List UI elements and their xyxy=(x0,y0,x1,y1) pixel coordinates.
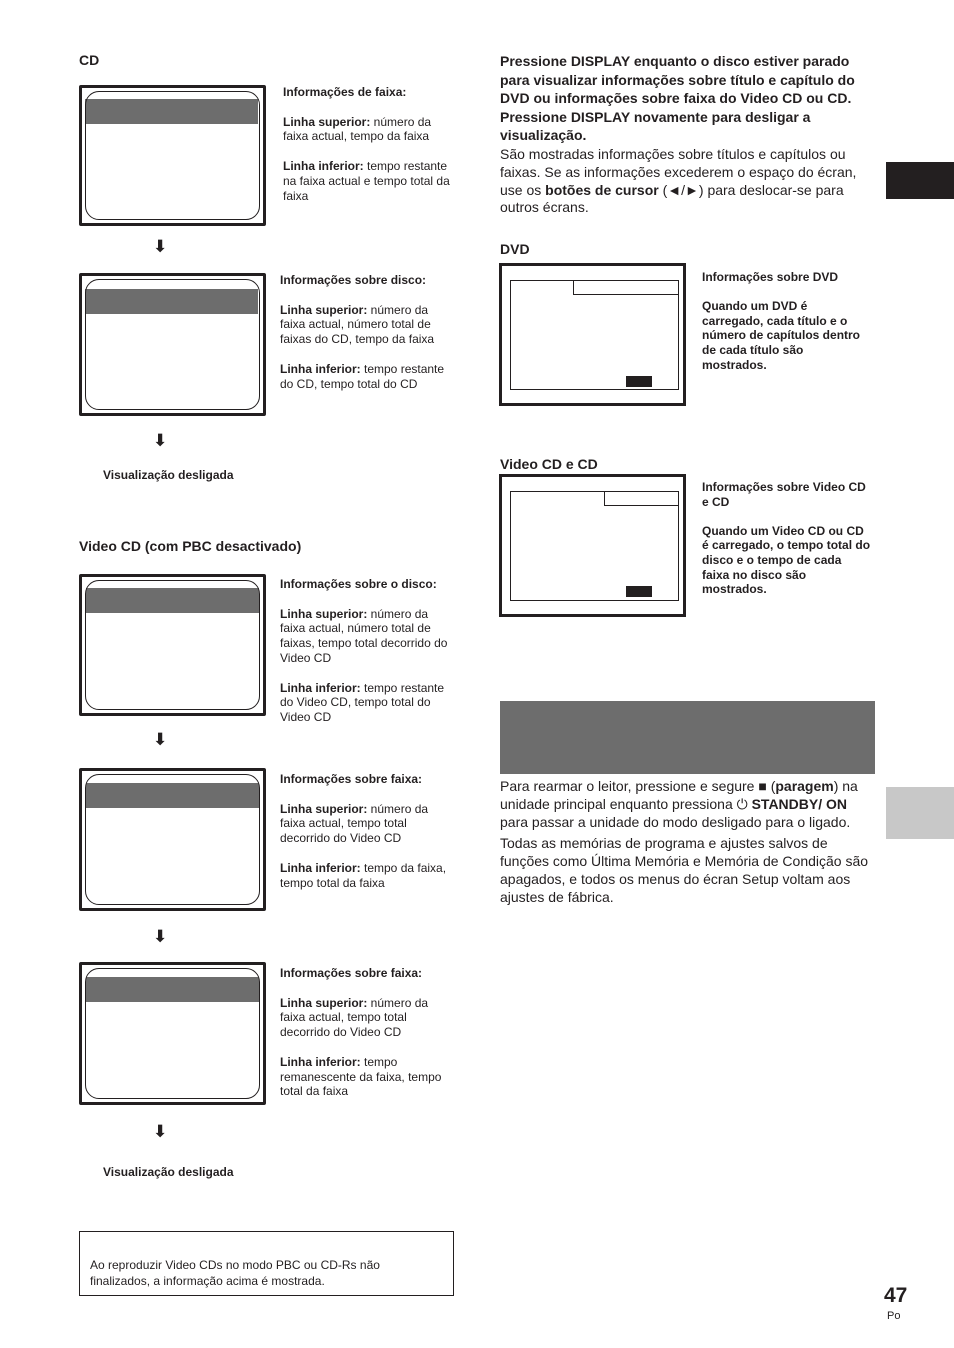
intro-instruction: Pressione DISPLAY enquanto o disco estiver parado para visualizar informações sobre título e capítulo do DVD ou informações sobre faixa do Video CD ou CD. Pressione DISPLAY novamente para desligar a visualização. xyxy=(500,53,855,144)
vcd-cd-heading: Video CD e CD xyxy=(500,456,598,472)
screen-window xyxy=(510,280,679,390)
vcd-disc-screen xyxy=(79,574,266,716)
vcd-track-screen xyxy=(79,768,266,911)
vcd-track-note-1: Informações sobre faixa: Linha superior: número da faixa actual, tempo total decorrido do Video CD Linha inferior: tempo da faixa, tempo total da faixa xyxy=(280,772,447,890)
screen-info-bar xyxy=(85,289,258,314)
cd-heading: CD xyxy=(79,52,100,68)
screen-tab-edge xyxy=(604,505,678,506)
screen-info-bar xyxy=(86,977,259,1002)
cd-track-note: Informações de faixa: Linha superior: número da faixa actual, tempo da faixa Linha inferior: tempo restante na faixa actual e tempo total da faixa xyxy=(283,85,450,203)
cd-disc-screen xyxy=(79,273,266,416)
screen-info-bar xyxy=(86,783,259,808)
vcd-heading: Video CD (com PBC desactivado) xyxy=(79,538,302,554)
language-tab-light xyxy=(886,787,954,839)
down-arrow-icon: ⬇ xyxy=(153,1122,168,1141)
display-off-label: Visualização desligada xyxy=(103,1165,234,1179)
page-number: 47 xyxy=(884,1284,908,1307)
vcd-disc-note: Informações sobre o disco: Linha superior: número da faixa actual, número total de faixas, tempo total decorrido do Video CD Linha inferior: tempo restante do Video CD, tempo total do Video CD xyxy=(280,577,448,725)
intro-body: São mostradas informações sobre títulos e capítulos ou faixas. Se as informações excederem o espaço do écran, use os botões de cursor (◄/►) para deslocar-se para outros écrans. xyxy=(500,146,857,216)
display-off-label: Visualização desligada xyxy=(103,468,234,482)
dvd-heading: DVD xyxy=(500,241,530,257)
vcd-cd-note: Informações sobre Video CD e CD Quando um Video CD ou CD é carregado, o tempo total do disco e o tempo de cada faixa no disco são mostrados. xyxy=(702,480,871,597)
screen-tab-edge xyxy=(573,294,678,295)
down-arrow-icon: ⬇ xyxy=(153,431,168,450)
reset-instruction: Para rearmar o leitor, pressione e segure ■ (paragem) na unidade principal enquanto pressiona ⏻ STANDBY/ ON para passar a unidade do modo desligado para o ligado. xyxy=(500,778,858,830)
vcd-track-remaining-screen xyxy=(79,962,266,1105)
screen-info-bar xyxy=(85,99,258,124)
screen-tab-edge xyxy=(604,491,605,506)
screen-indicator xyxy=(626,586,652,597)
footnote-box xyxy=(79,1231,454,1296)
dvd-note: Informações sobre DVD Quando um DVD é carregado, cada título e o número de capítulos dentro de cada título são mostrados. xyxy=(702,270,861,372)
footnote-text: Ao reproduzir Video CDs no modo PBC ou CD-Rs não finalizados, a informação acima é mostrada. xyxy=(90,1258,380,1288)
reset-effect: Todas as memórias de programa e ajustes salvos de funções como Última Memória e Memória de Condição são apagados, e todos os menus do écran Setup voltam aos ajustes de fábrica. xyxy=(500,835,869,905)
screen-indicator xyxy=(626,376,652,387)
cd-disc-note: Informações sobre disco: Linha superior: número da faixa actual, número total de faixas do CD, tempo da faixa Linha inferior: tempo restante do CD, tempo total do CD xyxy=(280,273,445,391)
cd-track-screen xyxy=(79,85,266,226)
down-arrow-icon: ⬇ xyxy=(153,927,168,946)
vcd-cd-info-screen xyxy=(499,474,686,617)
screen-tab-edge xyxy=(573,280,574,295)
language-code: Po xyxy=(887,1310,901,1322)
dvd-info-screen xyxy=(499,263,686,406)
down-arrow-icon: ⬇ xyxy=(153,730,168,749)
vcd-track-note-2: Informações sobre faixa: Linha superior: número da faixa actual, tempo total decorrido do Video CD Linha inferior: tempo remanescente da faixa, tempo total da faixa xyxy=(280,966,442,1099)
reset-section-header xyxy=(500,701,875,774)
screen-window xyxy=(510,491,679,601)
screen-info-bar xyxy=(86,588,259,613)
chapter-tab-dark xyxy=(886,162,954,199)
down-arrow-icon: ⬇ xyxy=(153,237,168,256)
reset-body xyxy=(500,778,876,911)
